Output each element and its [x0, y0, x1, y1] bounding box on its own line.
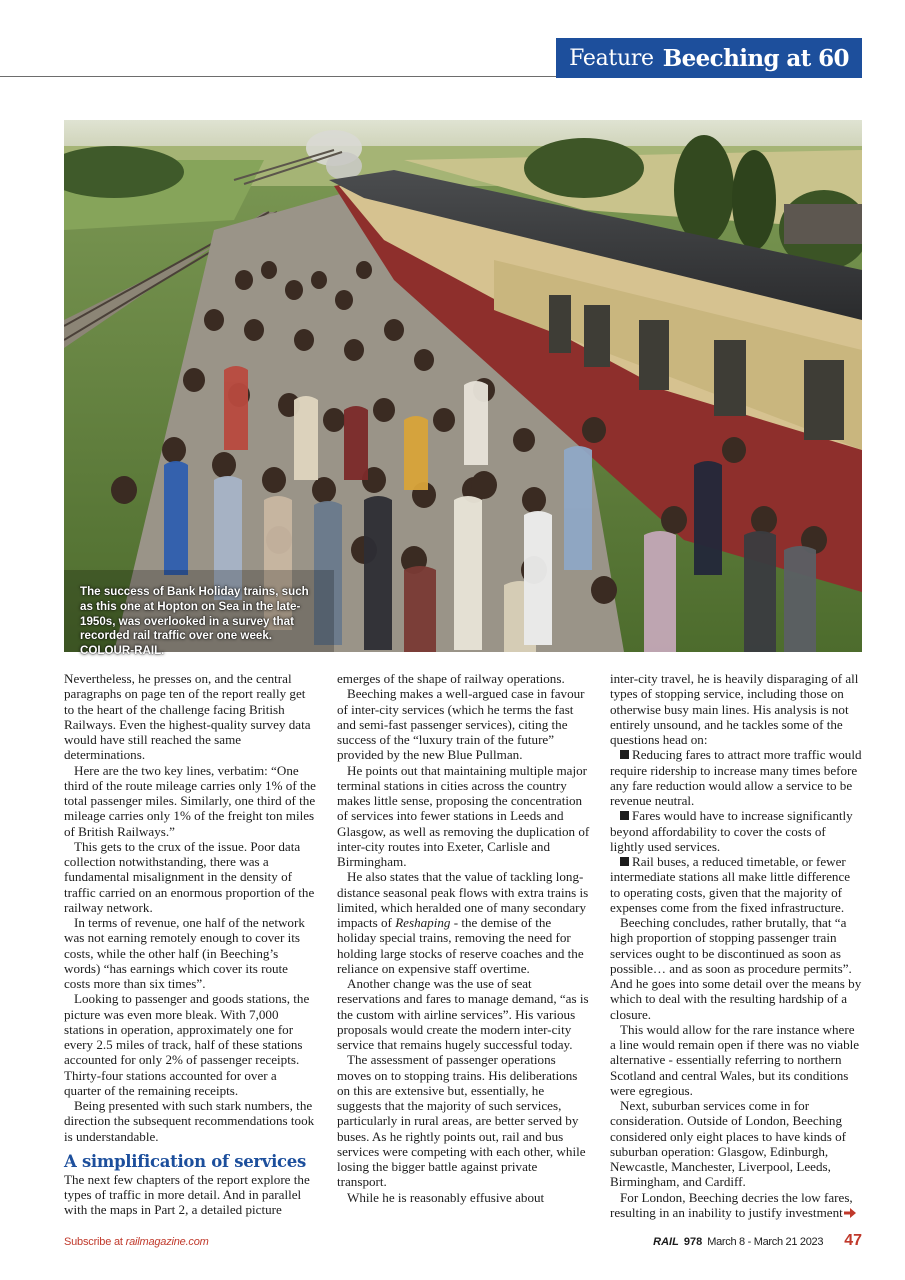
- section-kicker: Feature: [569, 45, 654, 71]
- paragraph: emerges of the shape of railway operations.: [337, 671, 565, 686]
- bullet-text: Fares would have to increase significantly beyond affordability to cover the costs of lightly used services.: [610, 808, 853, 854]
- photo-caption: The success of Bank Holiday trains, such as this one at Hopton on Sea in the late-1950s, was overlooked in a survey that recorded rail traffic over one week. COLOUR-RAIL.: [80, 585, 309, 658]
- paragraph: Being presented with such stark numbers, the direction the subsequent recommendations took is understandable.: [64, 1098, 315, 1144]
- folio: [653, 1232, 862, 1250]
- square-bullet-icon: [620, 857, 629, 866]
- paragraph: The assessment of passenger operations moves on to stopping trains. His deliberations on this are extensive but, essentially, he suggests that the majority of such services, particularly in rural areas, are better served by buses. As he rightly points out, rail and bus services were competing with each other, while losing the bigger battle against private transport.: [337, 1052, 586, 1190]
- article-column-1: [64, 671, 317, 1218]
- paragraph: Beeching makes a well-argued case in favour of inter-city services (which he terms the fast and semi-fast passenger services), citing the success of the “luxury train of the future” provided by the new Blue Pullman.: [337, 686, 585, 763]
- paragraph: inter-city travel, he is heavily disparaging of all types of stopping service, including those on otherwise busy main lines. His analysis is not entirely unsound, and he tackles some of the questions head on:: [610, 671, 859, 747]
- issue-dates: March 8 - March 21 2023: [707, 1236, 824, 1248]
- paragraph: The next few chapters of the report explore the types of traffic in more detail. And in parallel with the maps in Part 2, a detailed picture: [64, 1171, 310, 1218]
- magazine-name: RAIL: [653, 1236, 679, 1248]
- bullet-item: [610, 854, 863, 915]
- paragraph: In terms of revenue, one half of the network was not earning remotely enough to cover its costs, while the other half (in Beeching’s words) “has earnings which cover its route costs more than six times”.: [64, 915, 305, 991]
- report-title: Reshaping: [395, 915, 451, 930]
- article-column-3: [610, 671, 863, 1220]
- section-title: Beeching at 60: [662, 44, 849, 72]
- header-rule: [0, 76, 556, 77]
- page-number: 47: [844, 1232, 862, 1249]
- paragraph-text: For London, Beeching decries the low fares, resulting in an inability to justify investment: [610, 1189, 853, 1220]
- square-bullet-icon: [620, 750, 629, 759]
- subheading: A simplification of services: [64, 1151, 306, 1171]
- issue-number: 978: [683, 1236, 703, 1248]
- bullet-text: Reducing fares to attract more traffic would require ridership to increase many times before any fare reduction would allow a service to be revenue neutral.: [610, 747, 862, 808]
- paragraph: Another change was the use of seat reservations and fares to manage demand, “as is the custom with airline services”. His various proposals would create the modern inter-city service that remains hugely successful today.: [337, 976, 589, 1052]
- paragraph: Beeching concludes, rather brutally, that “a high proportion of stopping passenger train services ought to be discontinued as soon as possible… and as soon as procedure permits”. And he goes into some detail over the means by which to deal with the resulting hardship of a closure.: [610, 915, 862, 1022]
- paragraph: [610, 1190, 863, 1221]
- continue-arrow-icon: [844, 1208, 856, 1218]
- site-link[interactable]: railmagazine.com: [125, 1236, 209, 1248]
- bullet-text: Rail buses, a reduced timetable, or fewer intermediate stations all make little difference to operating costs, given that the majority of expenses come from the fixed infrastructure.: [610, 854, 851, 915]
- article-column-2: [337, 671, 590, 1205]
- paragraph: This would allow for the rare instance where a line would remain open if there was no viable alternative - essentially referring to northern Scotland and central Wales, but its conditions were egregious.: [610, 1021, 860, 1098]
- subscribe-label: Subscribe at: [64, 1236, 123, 1248]
- paragraph: [337, 869, 590, 976]
- subscribe-footer: [64, 1236, 209, 1248]
- paragraph: Looking to passenger and goods stations, the picture was even more bleak. With 7,000 stations in operation, approximately one for every 2.5 miles of track, half of these stations accounted for only 2% of passenger receipts. Thirty-four stations accounted for over a quarter of the remaining receipts.: [64, 991, 310, 1098]
- paragraph: This gets to the crux of the issue. Poor data collection notwithstanding, there was a fundamental misalignment in the density of traffic carried on an enormous proportion of the railway network.: [64, 838, 315, 915]
- paragraph: Nevertheless, he presses on, and the central paragraphs on page ten of the report really get to the heart of the challenge facing British Railways. Even the highest-quality survey data would have still reached the same determinations.: [64, 671, 311, 763]
- paragraph: While he is reasonably effusive about: [347, 1189, 545, 1205]
- paragraph: Next, suburban services come in for consideration. Outside of London, Beeching considered only eight places to have kinds of suburban operation: Glasgow, Edinburgh, Newcastle, Manchester, Liverpool, Leeds, Birmingham, and Cardiff.: [610, 1098, 846, 1190]
- bullet-item: [610, 747, 863, 808]
- paragraph-text: He also states that the value of tackling long-distance seasonal peak flows with extra trains is limited, which heralded one of many secondary impacts of: [337, 869, 589, 930]
- section-header: [556, 38, 862, 78]
- train-crowd-illustration: [64, 120, 862, 652]
- paragraph-text: - the demise of the holiday special trains, removing the need for holding large stocks of reserve coaches and the reliance on expensive staff overtime.: [337, 915, 584, 976]
- feature-photo: [64, 120, 862, 652]
- paragraph: Here are the two key lines, verbatim: “One third of the route mileage carries only 1% of the total passenger miles. Similarly, one third of the mileage carries only 1% of the freight ton miles of British Railways.”: [64, 762, 316, 839]
- square-bullet-icon: [620, 811, 629, 820]
- paragraph: He points out that maintaining multiple major terminal stations in cities across the country makes little sense, proposing the concentration of services into fewer stations in Leeds and Glasgow, as well as removing the duplication of inter-city routes into Exeter, Carlisle and Birmingham.: [337, 762, 590, 869]
- bullet-item: [610, 808, 863, 854]
